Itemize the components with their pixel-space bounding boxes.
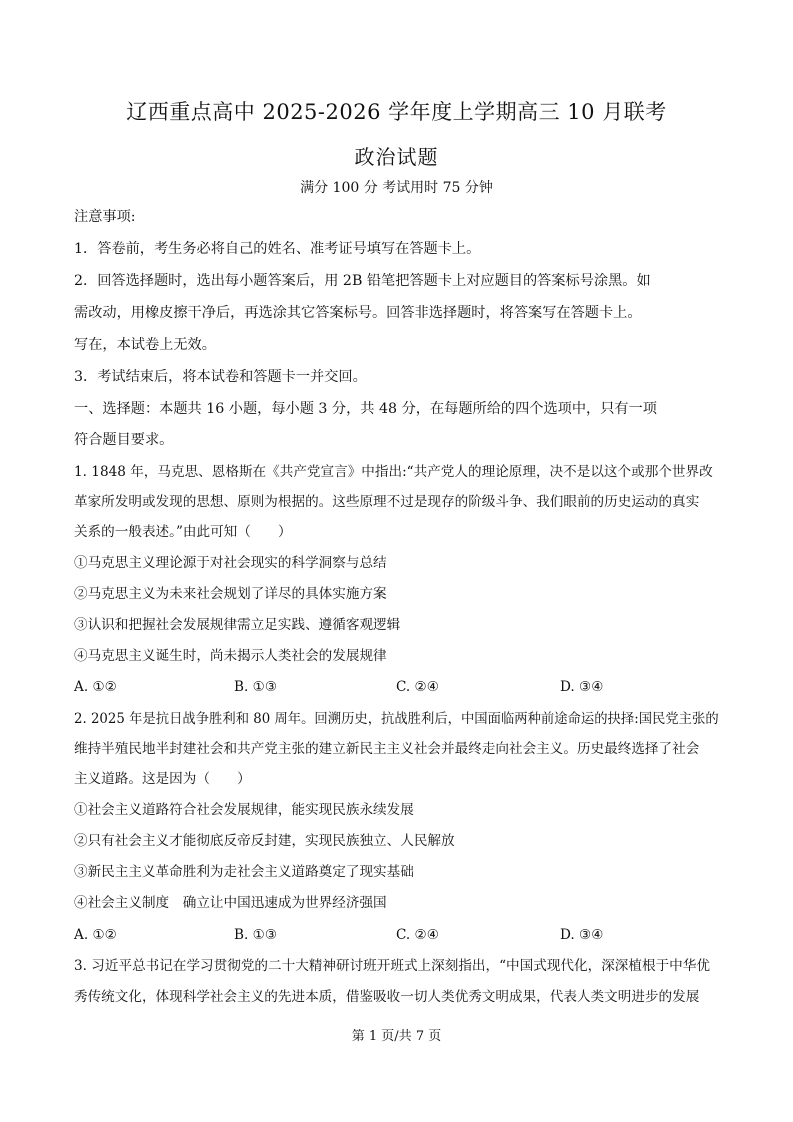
notice-item: 1．答卷前，考生务必将自己的姓名、准考证号填写在答题卡上。 — [74, 241, 481, 257]
question-1-statement: ③认识和把握社会发展规律需立足实践、遵循客观逻辑 — [74, 617, 401, 633]
question-2-statement: ②只有社会主义才能彻底反帝反封建，实现民族独立、人民解放 — [74, 833, 455, 849]
question-2-statement: ①社会主义道路符合社会发展规律，能实现民族永续发展 — [74, 802, 414, 818]
question-1-option-d: D. ③④ — [560, 679, 604, 695]
notice-item: 写在，本试卷上无效。 — [74, 337, 216, 353]
question-2-stem: 主义道路。这是因为（ ） — [74, 771, 251, 787]
section-heading: 一、选择题：本题共 16 小题，每小题 3 分，共 48 分，在每题所给的四个选项中，只有一项 — [74, 401, 657, 417]
question-2-option-a: A. ①② — [74, 927, 117, 943]
question-1-stem: 关系的一般表述。”由此可知（ ） — [74, 524, 292, 540]
question-2-statement: ④社会主义制度 确立让中国迅速成为世界经济强国 — [74, 895, 387, 911]
notice-item: 需改动，用橡皮擦干净后，再选涂其它答案标号。回答非选择题时，将答案写在答题卡上。 — [74, 305, 642, 321]
notice-heading: 注意事项: — [74, 209, 136, 225]
question-2-stem: 维持半殖民地半封建社会和共产党主张的建立新民主主义社会并最终走向社会主义。历史最终选择了社会 — [74, 741, 700, 757]
question-1-option-a: A. ①② — [74, 679, 117, 695]
question-2-option-b: B. ①③ — [234, 927, 278, 943]
question-1-statement: ④马克思主义诞生时，尚未揭示人类社会的发展规律 — [74, 648, 387, 664]
question-1-option-c: C. ②④ — [396, 679, 439, 695]
question-3-stem: 秀传统文化，体现科学社会主义的先进本质，借鉴吸收一切人类优秀文明成果，代表人类文明进步的发展 — [74, 989, 700, 1005]
question-3-stem: 3. 习近平总书记在学习贯彻党的二十大精神研讨班开班式上深刻指出，“中国式现代化，深深植根于中华优 — [74, 958, 710, 974]
notice-item: 3．考试结束后，将本试卷和答题卡一并交回。 — [74, 369, 367, 385]
question-2-option-c: C. ②④ — [396, 927, 439, 943]
page-number: 第 1 页/共 7 页 — [351, 1029, 442, 1044]
subject-title: 政治试题 — [354, 145, 439, 169]
question-2-statement: ③新民主主义革命胜利为走社会主义道路奠定了现实基础 — [74, 864, 414, 880]
exam-meta: 满分 100 分 考试用时 75 分钟 — [300, 180, 493, 196]
question-1-option-b: B. ①③ — [234, 679, 278, 695]
question-2-option-d: D. ③④ — [560, 927, 604, 943]
question-1-stem: 革家所发明或发现的思想、原则为根据的。这些原理不过是现存的阶级斗争、我们眼前的历史运动的真实 — [74, 494, 700, 510]
question-1-statement: ①马克思主义理论源于对社会现实的科学洞察与总结 — [74, 555, 387, 571]
question-1-stem: 1. 1848 年，马克思、恩格斯在《共产党宣言》中指出:“共产党人的理论原理，决不是以这个或那个世界改 — [74, 464, 713, 480]
section-heading-cont: 符合题目要求。 — [74, 432, 174, 448]
question-2-stem: 2. 2025 年是抗日战争胜利和 80 周年。回溯历史，抗战胜利后，中国面临两种前途命运的抉择:国民党主张的 — [74, 711, 719, 727]
exam-title: 辽西重点高中 2025-2026 学年度上学期高三 10 月联考 — [126, 100, 667, 124]
notice-item: 2．回答选择题时，选出每小题答案后，用 2B 铅笔把答题卡上对应题目的答案标号涂黑。如 — [74, 273, 651, 289]
question-1-statement: ②马克思主义为未来社会规划了详尽的具体实施方案 — [74, 586, 387, 602]
